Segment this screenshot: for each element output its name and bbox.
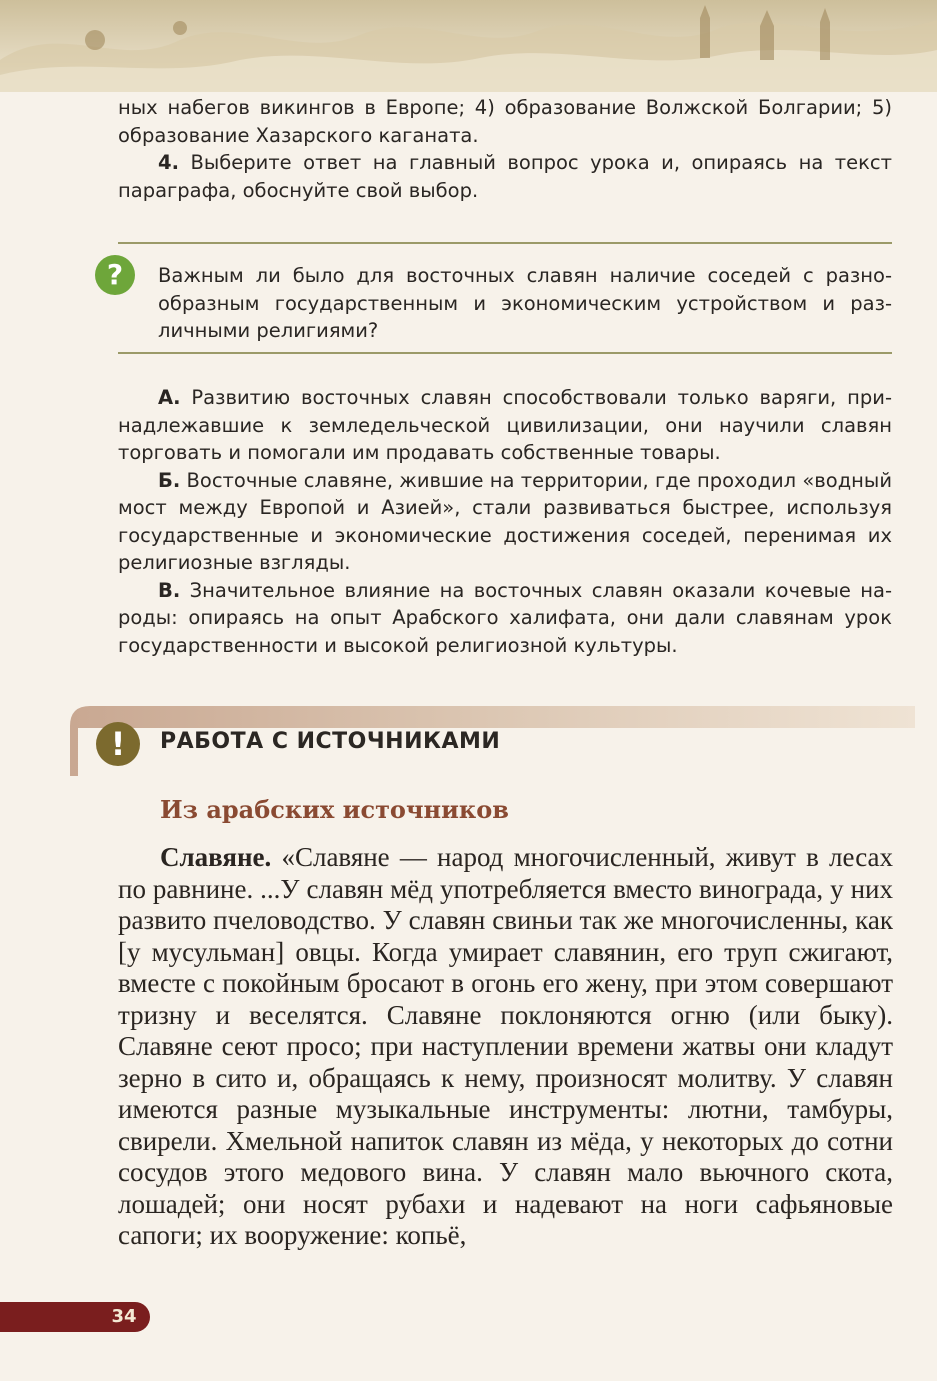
exclamation-icon: ! <box>96 722 140 766</box>
source-body: «Славяне — народ многочисленный, живут в лесах по равнине. ...У славян мёд употребляется вместо винограда, у них развито пчеловодство. У славян свиньи так же многочисленны, как [у мусульман] овцы. Когда умирает славянин, его труп сжигают, вместе с покойным бросают в огонь его жену, при этом совершают тризну и веселятся. Славяне поклоняются огню (или быку). Славяне сеют просо; при наступлении времени жатвы они кладут зерно в сито и, обращаясь к нему, произносят молитву. У славян имеются разные музыкальные инструменты: лютни, тамбуры, свирели. Хмельной напиток славян из мёда, у некоторых до сотни сосудов этого медового вина. У славян мало вьючного скота, лошадей; они носят рубахи и надевают на ноги сафьяновые сапоги; их вооружение: копьё, <box>118 842 893 1250</box>
answer-a <box>118 384 892 467</box>
answer-a-text: Развитию восточных славян способствовали только варяги, принадлежавшие к земледельческой цивилизации, они научили славян торговать и помогали им продавать собственные товары. <box>118 386 892 464</box>
source-text <box>118 842 893 1252</box>
answer-c-text: Значительное влияние на восточных славян оказали кочевые народы: опираясь на опыт Арабского халифата, они дали славянам урок государственности и высокой религиозной культуры. <box>118 578 892 657</box>
answer-c <box>118 577 892 660</box>
source-paragraph <box>118 842 893 1252</box>
source-lead: Славяне. <box>160 842 272 872</box>
answer-b-text: Восточные славяне, жившие на территории, где проходил «водный мост между Европой и Азией», стали развиваться быстрее, используя государственные и экономические достижения соседей, перенимая их религиозные взгляды. <box>118 468 892 574</box>
source-subtitle: Из арабских источников <box>160 795 509 824</box>
lesson-question <box>158 262 892 345</box>
answer-b <box>118 467 892 577</box>
question-icon: ? <box>95 255 135 295</box>
answer-c-letter: В. <box>158 578 181 602</box>
answer-options <box>118 384 892 659</box>
divider-top <box>118 242 892 244</box>
page-number: 34 <box>111 1306 137 1327</box>
task-4-text: Выберите ответ на главный вопрос урока и, опираясь на текст параграфа, обоснуйте свой выбор. <box>118 151 892 202</box>
divider-bottom <box>118 352 892 354</box>
lesson-question-text: Важным ли было для восточных славян наличие соседей с разнообразным государственным и экономическим устройством и различными религиями? <box>158 264 892 342</box>
answer-a-letter: А. <box>158 386 181 409</box>
previous-task-continuation: ных набегов викингов в Европе; 4) образование Волжской Болгарии; 5) образование Хазарского каганата. <box>118 96 892 147</box>
section-title: РАБОТА С ИСТОЧНИКАМИ <box>160 729 501 754</box>
task-4 <box>118 149 892 204</box>
previous-task-text <box>118 94 892 204</box>
answer-b-letter: Б. <box>158 468 181 492</box>
decorative-header-banner <box>0 0 937 92</box>
task-4-number: 4. <box>158 151 179 174</box>
